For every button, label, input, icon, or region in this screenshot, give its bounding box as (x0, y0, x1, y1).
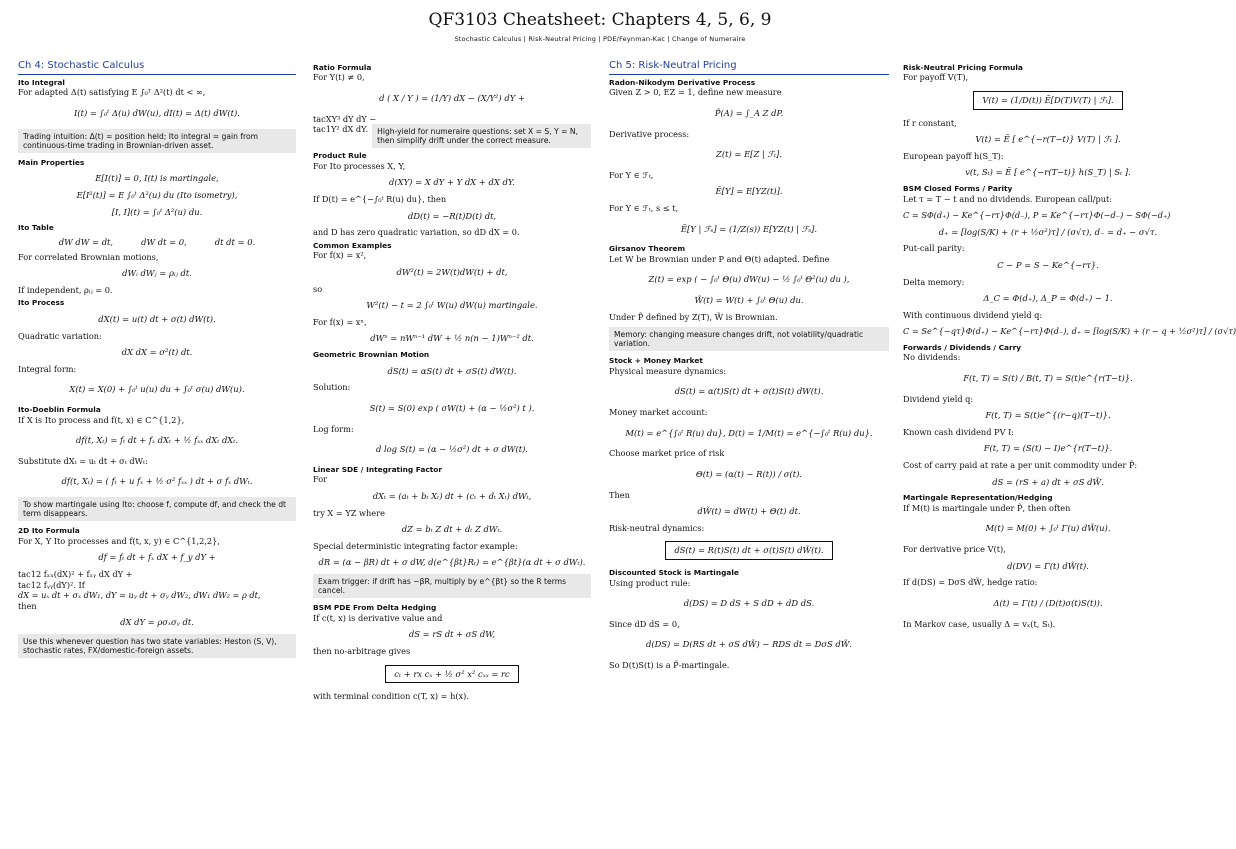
equation: dX dY = ρσₓσᵧ dt. (120, 617, 194, 628)
ito-table-cell: dW dt = 0, (141, 236, 187, 247)
text-line: then (18, 600, 37, 611)
equation: dWⁿ = nWⁿ⁻¹ dW + ½ n(n − 1)Wⁿ⁻² dt. (370, 333, 534, 344)
equation: d(DS) = D dS + S dD + dD dS. (683, 598, 815, 609)
equation: I(t) = ∫₀ᵗ Δ(u) dW(u), dI(t) = Δ(t) dW(t). (74, 107, 240, 118)
equation: d₊ = [log(S/K) + (r + ½σ²)τ] / (σ√τ), d₋ = d₊ − σ√τ. (938, 226, 1158, 237)
text-line: Then (609, 489, 630, 500)
text-line: If c(t, x) is derivative value and (313, 612, 443, 623)
text-line: Put-call parity: (903, 243, 965, 254)
text-line: For Y ∈ ℱₜ, s ≤ t, (609, 203, 679, 214)
equation: E[I(t)] = 0, I(t) is martingale, (95, 173, 219, 184)
section-heading: Stock + Money Market (609, 356, 703, 366)
text-line: If D(t) = e^{−∫₀ᵗ R(u) du}, then (313, 194, 447, 205)
section-heading: Ito Table (18, 223, 54, 233)
text-line: For Y ∈ ℱₜ, (609, 169, 654, 180)
equation: d log S(t) = (α − ½σ²) dt + σ dW(t). (375, 444, 529, 455)
ito-table-cell: dt dt = 0. (214, 236, 256, 247)
text-line: For Ito processes X, Y, (313, 160, 406, 171)
equation: Δ(t) = Γ(t) / (D(t)σ(t)S(t)). (993, 597, 1103, 608)
text-line: No dividends: (903, 352, 961, 363)
equation: dS(t) = αS(t) dt + σS(t) dW(t). (387, 365, 517, 376)
section-heading: Linear SDE / Integrating Factor (313, 464, 442, 474)
text-line: With continuous dividend yield q: (903, 309, 1043, 320)
text-line: For X, Y Ito processes and f(t, x, y) ∈ C^{1,2,2}, (18, 535, 220, 546)
equation: dXₜ = (aₜ + bₜ Xₜ) dt + (cₜ + dₜ Xₜ) dWₜ, (372, 490, 532, 501)
section-heading: Forwards / Dividends / Carry (903, 342, 1022, 352)
equation: dX dX = σ²(t) dt. (121, 347, 193, 358)
text-line: so (313, 283, 323, 294)
equation: Δ_C = Φ(d₊), Δ_P = Φ(d₊) − 1. (983, 293, 1113, 304)
text-line: Choose market price of risk (609, 448, 725, 459)
text-line: Substitute dXₜ = uₜ dt + σₜ dWₜ: (18, 455, 148, 466)
note-box: Exam trigger: if drift has −βR, multiply by e^{βt} so the R terms cancel. (313, 574, 591, 598)
text-line: with terminal condition c(T, x) = h(x). (313, 691, 469, 702)
text-line: Money market account: (609, 407, 708, 418)
section-heading: Radon-Nikodym Derivative Process (609, 77, 756, 87)
boxed-equation (313, 665, 591, 684)
text-line: try X = YZ where (313, 507, 385, 518)
ratio-row (313, 124, 591, 148)
equation: W²(t) − t = 2 ∫₀ᵗ W(u) dW(u) martingale. (366, 300, 538, 311)
section-heading: Common Examples (313, 240, 392, 250)
text-line: Using product rule: (609, 577, 691, 588)
text-line: Under P̃ defined by Z(T), W̃ is Brownian. (609, 311, 778, 322)
text-line: For Y(t) ≠ 0, (313, 72, 365, 83)
equation: Ẽ[Y | ℱₛ] = (1/Z(s)) E[YZ(t) | ℱₛ]. (680, 223, 818, 234)
section-heading: Girsanov Theorem (609, 244, 686, 254)
section-heading: Ratio Formula (313, 63, 372, 72)
text-line: If M(t) is martingale under P̃, then often (903, 502, 1071, 513)
note-box: Trading intuition: Δ(t) = position held; Ito integral = gain from continuous-time trading in Brownian-driven asset. (18, 129, 296, 153)
text-line: For derivative price V(t), (903, 544, 1006, 555)
text-line: Log form: (313, 423, 354, 434)
text-line: Derivative process: (609, 128, 690, 139)
equation: S(t) = S(0) exp ( σW(t) + (α − ½σ²) t ). (369, 402, 535, 413)
text-line: If X is Ito process and f(t, x) ∈ C^{1,2}, (18, 414, 185, 425)
text-line: tacXY³ dY dY − (313, 113, 377, 124)
section-heading: 2D Ito Formula (18, 526, 80, 536)
text-line: If independent, ρᵢⱼ = 0. (18, 284, 113, 295)
text-line: Given Z > 0, EZ = 1, define new measure (609, 87, 782, 98)
text-line: If r constant, (903, 117, 957, 128)
text-line: Integral form: (18, 363, 77, 374)
section-heading: Ito Process (18, 298, 65, 308)
note-box: Memory: changing measure changes drift, not volatility/quadratic variation. (609, 327, 889, 351)
note-box: High-yield for numeraire questions: set X = S, Y = N, then simplify drift under the correct measure. (372, 124, 591, 148)
column-chapter-5 (609, 60, 889, 845)
equation: dX(t) = u(t) dt + σ(t) dW(t). (98, 313, 216, 324)
equation: M(t) = M(0) + ∫₀ᵗ Γ(u) dW̃(u). (985, 523, 1111, 534)
pricing-formula: V(t) = (1/D(t)) Ẽ[D(T)V(T) | ℱₜ]. (973, 91, 1122, 110)
column-chapter-4 (18, 60, 296, 845)
equation: E[I²(t)] = E ∫₀ᵗ Δ²(u) du (Ito isometry), (76, 189, 238, 200)
equation: dW²(t) = 2W(t)dW(t) + dt, (396, 266, 508, 277)
text-line: and D has zero quadratic variation, so dD dX = 0. (313, 227, 520, 238)
text-line: Physical measure dynamics: (609, 365, 727, 376)
equation: d(XY) = X dY + Y dX + dX dY. (389, 177, 515, 188)
risk-neutral-dynamics: dS(t) = R(t)S(t) dt + σ(t)S(t) dW̃(t). (665, 541, 832, 560)
equation: C − P = S − Ke^{−rτ}. (997, 259, 1099, 270)
text-line: Risk-neutral dynamics: (609, 522, 705, 533)
equation: dS(t) = α(t)S(t) dt + σ(t)S(t) dW(t). (674, 386, 824, 397)
equation: C = Se^{−qτ}Φ(d₊) − Ke^{−rτ}Φ(d₋), d₊ = [log(S/K) + (r − q + ½σ²)τ] / (σ√τ) (903, 326, 1236, 337)
equation: d(DS) = D(RS dt + σS dW̃) − RDS dt = DσS dW̃. (645, 639, 853, 650)
text-line: Let W be Brownian under P and Θ(t) adapted. Define (609, 253, 830, 264)
section-heading: Main Properties (18, 157, 85, 167)
section-heading: Ito-Doeblin Formula (18, 405, 101, 415)
equation: dZ = bₜ Z dt + dₜ Z dWₜ. (401, 524, 503, 535)
text-line: tac12 fᵧᵧ(dY)². If (18, 579, 85, 590)
equation: v(t, Sₜ) = Ẽ [ e^{−r(T−t)} h(S_T) | Sₜ ]. (965, 167, 1131, 178)
section-heading: Martingale Representation/Hedging (903, 493, 1053, 503)
equation: W̃(t) = W(t) + ∫₀ᵗ Θ(u) du. (694, 294, 804, 305)
chapter-heading: Ch 5: Risk-Neutral Pricing (609, 60, 889, 75)
text-line: For correlated Brownian motions, (18, 251, 159, 262)
equation: dWᵢ dWⱼ = ρᵢⱼ dt. (122, 268, 192, 279)
boxed-equation (903, 91, 1193, 110)
text-line: Known cash dividend PV I: (903, 426, 1015, 437)
ito-table-cell: dW dW = dt, (58, 236, 114, 247)
text-line: Since dD dS = 0, (609, 618, 680, 629)
ito-table (18, 237, 296, 248)
text-line: For (313, 474, 328, 485)
column-pricing (903, 60, 1236, 845)
bsm-pde: cₜ + rx cₓ + ½ σ² x² cₓₓ = rc (385, 665, 518, 684)
text-line: then no-arbitrage gives (313, 646, 411, 656)
note-box: Use this whenever question has two state variables: Heston (S, V), stochastic rates, FX/domestic-foreign assets. (18, 634, 296, 658)
section-heading: BSM PDE From Delta Hedging (313, 603, 437, 613)
equation: F(t, T) = S(t) / B(t, T) = S(t)e^{r(T−t)}. (963, 372, 1133, 383)
text-line: tac12 fₓₓ(dX)² + fₓᵧ dX dY + (18, 569, 133, 580)
equation: M(t) = e^{∫₀ᵗ R(u) du}, D(t) = 1/M(t) = e^{−∫₀ᵗ R(u) du}. (625, 427, 873, 438)
page-title: QF3103 Cheatsheet: Chapters 4, 5, 6, 9 (428, 10, 772, 30)
equation: dD(t) = −R(t)D(t) dt, (407, 210, 497, 221)
text-line: Cost of carry paid at rate a per unit commodity under P̃: (903, 460, 1138, 471)
text-line: For f(x) = xⁿ, (313, 316, 367, 327)
text-line: Special deterministic integrating factor example: (313, 540, 518, 551)
equation: Θ(t) = (α(t) − R(t)) / σ(t). (695, 468, 803, 479)
equation: d(DV) = Γ(t) dW̃(t). (1007, 560, 1089, 571)
boxed-equation (609, 541, 889, 560)
section-heading: Geometric Brownian Motion (313, 350, 430, 360)
text-line: Quadratic variation: (18, 330, 102, 341)
text-line: Delta memory: (903, 276, 965, 287)
text-line: European payoff h(S_T): (903, 150, 1004, 161)
equation: F(t, T) = S(t)e^{(r−q)(T−t)}. (985, 410, 1111, 421)
section-heading: Discounted Stock is Martingale (609, 568, 739, 578)
section-heading: Ito Integral (18, 77, 65, 87)
column-formulas (313, 60, 591, 845)
page-subtitle: Stochastic Calculus | Risk-Neutral Pricing | PDE/Feynman-Kac | Change of Numeraire (454, 35, 746, 43)
text-line: Let τ = T − t and no dividends. European call/put: (903, 193, 1113, 204)
section-heading: Risk-Neutral Pricing Formula (903, 63, 1023, 72)
text-line: So D(t)S(t) is a P̃-martingale. (609, 660, 730, 671)
text-line: If d(DS) = DσS dW̃, hedge ratio: (903, 577, 1038, 588)
chapter-heading: Ch 4: Stochastic Calculus (18, 60, 296, 75)
text-line: tac1Y² dX dY. (313, 124, 369, 135)
equation: Z(t) = E[Z | ℱₜ]. (716, 149, 782, 160)
section-heading: Product Rule (313, 151, 367, 161)
equation: df(t, Xₜ) = fₜ dt + fₓ dXₜ + ½ fₓₓ dXₜ dXₜ. (75, 435, 238, 446)
equation: dW̃(t) = dW(t) + Θ(t) dt. (697, 506, 801, 517)
equation: P̃(A) = ∫_A Z dP. (714, 107, 784, 118)
text-line: In Markov case, usually Δ = vₓ(t, Sₜ). (903, 618, 1056, 629)
equation: dS = (rS + a) dt + σS dW̃. (992, 476, 1104, 487)
text-line: For payoff V(T), (903, 72, 969, 83)
text-line: Solution: (313, 382, 351, 393)
equation: V(t) = Ẽ [ e^{−r(T−t)} V(T) | ℱₜ ]. (975, 134, 1121, 145)
equation: X(t) = X(0) + ∫₀ᵗ u(u) du + ∫₀ᵗ σ(u) dW(u). (69, 384, 245, 395)
equation: [I, I](t) = ∫₀ᵗ Δ²(u) du. (111, 206, 203, 217)
equation: df(t, Xₜ) = ( fₜ + u fₓ + ½ σ² fₓₓ ) dt + σ fₓ dWₜ. (61, 476, 253, 487)
note-box: To show martingale using Ito: choose f, compute df, and check the dt term disappears. (18, 497, 296, 521)
equation: dR = (α − βR) dt + σ dW, d(e^{βt}Rₜ) = e^{βt}(α dt + σ dWₜ). (318, 557, 586, 568)
equation: F(t, T) = (S(t) − I)e^{r(T−t)}. (983, 443, 1113, 454)
equation: Z(t) = exp ( − ∫₀ᵗ Θ(u) dW(u) − ½ ∫₀ᵗ Θ²(u) du ), (648, 274, 850, 285)
equation: dS = rS dt + σS dW, (408, 629, 496, 640)
text-line: For f(x) = x², (313, 250, 367, 261)
text-line: Dividend yield q: (903, 393, 974, 404)
equation: d ( X / Y ) = (1/Y) dX − (X/Y²) dY + (379, 92, 525, 103)
equation: C = SΦ(d₊) − Ke^{−rτ}Φ(d₋), P = Ke^{−rτ}Φ(−d₋) − SΦ(−d₊) (903, 210, 1171, 221)
equation: df = fₜ dt + fₓ dX + f_y dY + (98, 552, 216, 563)
equation: dX = uₓ dt + σₓ dW₁, dY = uᵧ dt + σᵧ dW₂, dW₁ dW₂ = ρ dt, (18, 590, 261, 601)
equation: Ẽ[Y] = E[YZ(t)]. (715, 186, 783, 197)
section-heading: BSM Closed Forms / Parity (903, 184, 1013, 194)
text-line: For adapted Δ(t) satisfying E ∫₀ᵀ Δ²(t) dt < ∞, (18, 87, 206, 98)
